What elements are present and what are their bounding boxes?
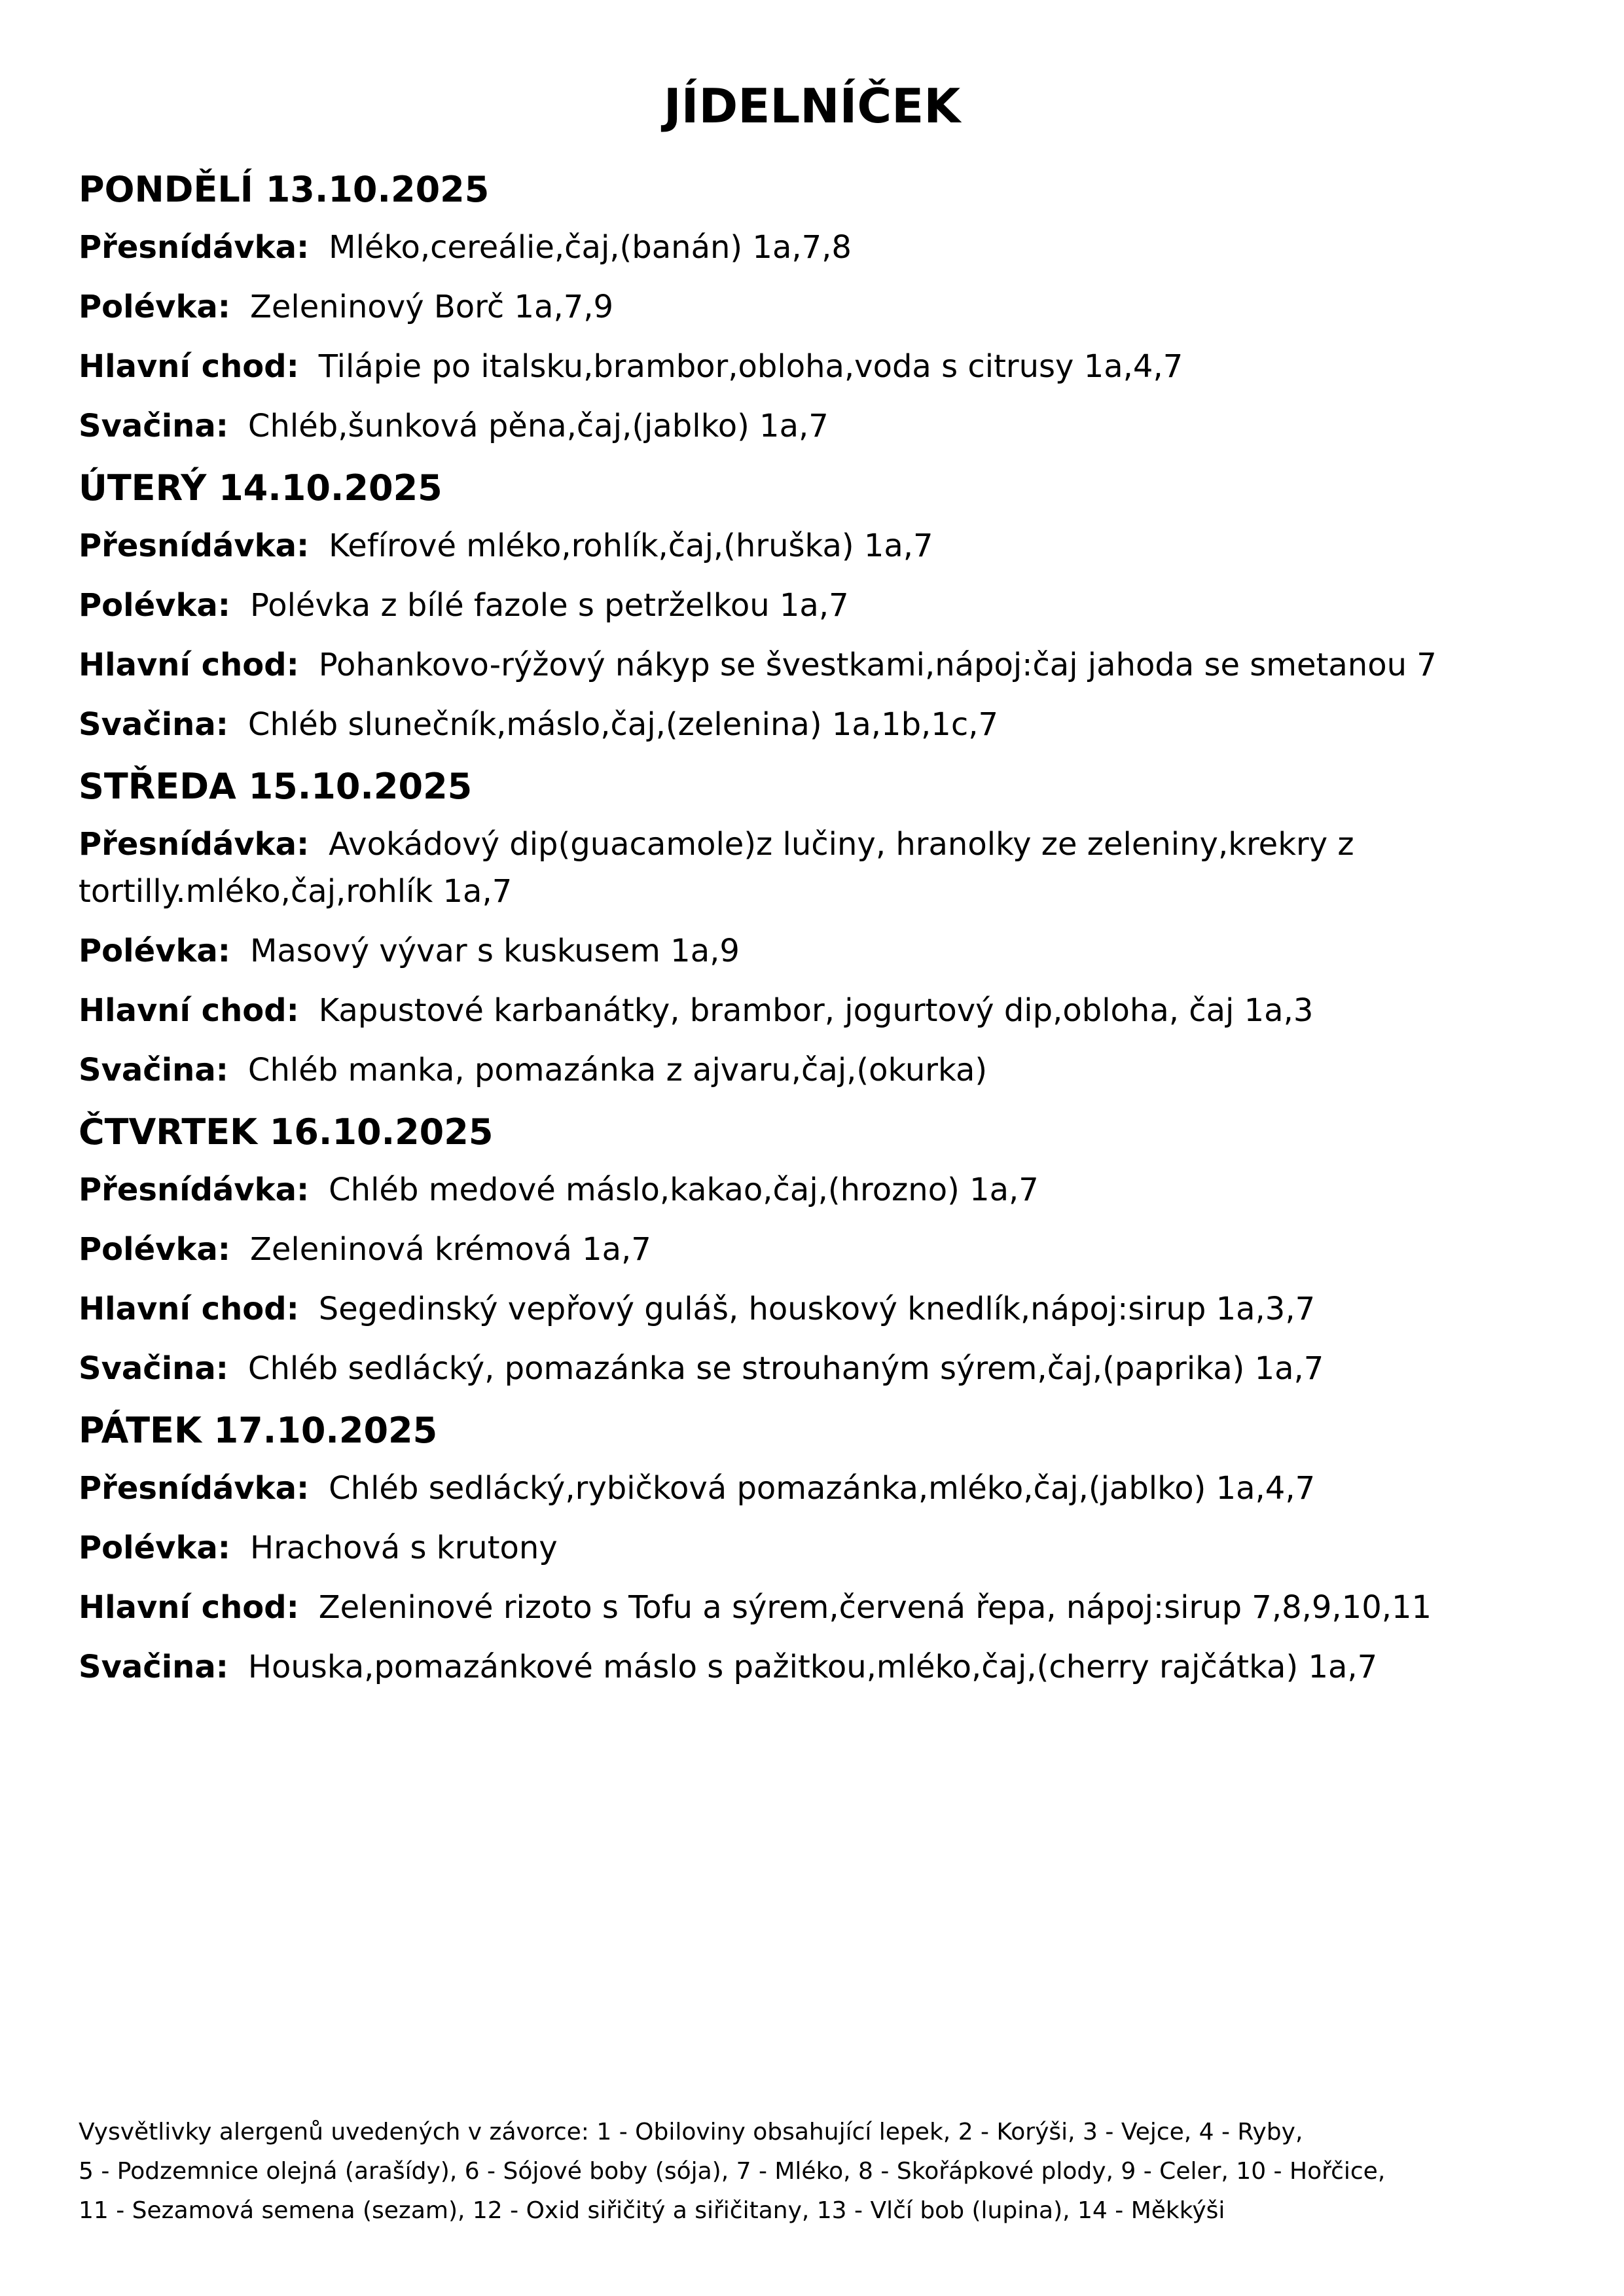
meal-snack-morning bbox=[79, 522, 1558, 569]
meal-soup bbox=[79, 283, 1558, 331]
meal-text: Zeleninový Borč 1a,7,9 bbox=[249, 289, 614, 325]
meal-text: Chléb manka, pomazánka z ajvaru,čaj,(okurka) bbox=[247, 1052, 988, 1088]
meal-text: Zeleninové rizoto s Tofu a sýrem,červená řepa, nápoj:sirup 7,8,9,10,11 bbox=[318, 1589, 1432, 1626]
meal-text: Chléb medové máslo,kakao,čaj,(hrozno) 1a,7 bbox=[329, 1172, 1039, 1208]
day-heading: ÚTERÝ 14.10.2025 bbox=[79, 467, 442, 509]
meal-snack-afternoon bbox=[79, 1047, 1558, 1094]
allergen-legend-line: Vysvětlivky alergenů uvedených v závorce: 1 - Obiloviny obsahující lepek, 2 - Korýši, 3 - Vejce, 4 - Ryby, bbox=[79, 2119, 1303, 2145]
day-thursday bbox=[79, 1106, 1558, 1392]
allergen-legend-line: 5 - Podzemnice olejná (arašídy), 6 - Sójové boby (sója), 7 - Mléko, 8 - Skořápkové plody, 9 - Celer, 10 - Hořčice, bbox=[79, 2158, 1386, 2185]
meal-label: Přesnídávka: bbox=[79, 528, 310, 564]
day-heading: ČTVRTEK 16.10.2025 bbox=[79, 1111, 494, 1153]
meal-label: Hlavní chod: bbox=[79, 647, 299, 683]
meal-soup bbox=[79, 582, 1558, 629]
meal-snack-morning bbox=[79, 1465, 1558, 1512]
meal-text: Chléb,šunková pěna,čaj,(jablko) 1a,7 bbox=[247, 408, 829, 444]
meal-snack-afternoon bbox=[79, 1345, 1558, 1392]
meal-text: Avokádový dip(guacamole)z lučiny, hranolky ze zeleniny,krekry z tortilly.mléko,čaj,rohlík 1a,7 bbox=[79, 826, 1354, 910]
meal-main-course bbox=[79, 343, 1558, 390]
meal-text: Chléb sedlácký, pomazánka se strouhaným sýrem,čaj,(paprika) 1a,7 bbox=[247, 1350, 1324, 1387]
meal-snack-afternoon bbox=[79, 403, 1558, 450]
allergen-legend bbox=[79, 2113, 1558, 2231]
meal-main-course bbox=[79, 1584, 1558, 1631]
meal-snack-morning bbox=[79, 1166, 1558, 1213]
meal-label: Polévka: bbox=[79, 289, 230, 325]
meal-text: Masový vývar s kuskusem 1a,9 bbox=[249, 933, 740, 969]
meal-text: Mléko,cereálie,čaj,(banán) 1a,7,8 bbox=[329, 229, 852, 266]
meal-main-course bbox=[79, 1285, 1558, 1333]
day-heading: PONDĚLÍ 13.10.2025 bbox=[79, 169, 490, 210]
meal-main-course bbox=[79, 641, 1558, 689]
allergen-legend-line: 11 - Sezamová semena (sezam), 12 - Oxid siřičitý a siřičitany, 13 - Vlčí bob (lupina), 14 - Měkkýši bbox=[79, 2197, 1225, 2224]
meal-label: Polévka: bbox=[79, 1231, 230, 1268]
meal-label: Polévka: bbox=[79, 1530, 230, 1566]
day-heading: STŘEDA 15.10.2025 bbox=[79, 766, 473, 807]
meal-label: Svačina: bbox=[79, 1649, 228, 1685]
meal-text: Polévka z bílé fazole s petrželkou 1a,7 bbox=[249, 587, 849, 624]
day-tuesday bbox=[79, 462, 1558, 748]
meal-label: Hlavní chod: bbox=[79, 348, 299, 385]
meal-snack-afternoon bbox=[79, 701, 1558, 748]
day-wednesday bbox=[79, 761, 1558, 1094]
meal-text: Zeleninová krémová 1a,7 bbox=[249, 1231, 651, 1268]
meal-soup bbox=[79, 1226, 1558, 1273]
meal-label: Svačina: bbox=[79, 706, 228, 743]
meal-snack-morning bbox=[79, 224, 1558, 271]
meal-label: Hlavní chod: bbox=[79, 1589, 299, 1626]
days-list bbox=[79, 164, 1558, 1703]
meal-text: Houska,pomazánkové máslo s pažitkou,mléko,čaj,(cherry rajčátka) 1a,7 bbox=[247, 1649, 1378, 1685]
meal-label: Hlavní chod: bbox=[79, 1291, 299, 1327]
meal-label: Svačina: bbox=[79, 1052, 228, 1088]
meal-label: Polévka: bbox=[79, 587, 230, 624]
meal-soup bbox=[79, 1524, 1558, 1571]
day-friday bbox=[79, 1405, 1558, 1691]
meal-label: Přesnídávka: bbox=[79, 1172, 310, 1208]
meal-soup bbox=[79, 927, 1558, 975]
meal-text: Pohankovo-rýžový nákyp se švestkami,nápoj:čaj jahoda se smetanou 7 bbox=[318, 647, 1437, 683]
meal-text: Tilápie po italsku,brambor,obloha,voda s citrusy 1a,4,7 bbox=[318, 348, 1183, 385]
meal-snack-afternoon bbox=[79, 1643, 1558, 1691]
meal-label: Svačina: bbox=[79, 1350, 228, 1387]
meal-text: Chléb sedlácký,rybičková pomazánka,mléko,čaj,(jablko) 1a,4,7 bbox=[329, 1470, 1316, 1507]
meal-text: Kefírové mléko,rohlík,čaj,(hruška) 1a,7 bbox=[329, 528, 933, 564]
meal-label: Polévka: bbox=[79, 933, 230, 969]
meal-text: Segedinský vepřový guláš, houskový knedlík,nápoj:sirup 1a,3,7 bbox=[318, 1291, 1316, 1327]
meal-label: Přesnídávka: bbox=[79, 1470, 310, 1507]
meal-label: Přesnídávka: bbox=[79, 826, 310, 863]
meal-label: Svačina: bbox=[79, 408, 228, 444]
meal-text: Kapustové karbanátky, brambor, jogurtový dip,obloha, čaj 1a,3 bbox=[318, 992, 1314, 1029]
meal-main-course bbox=[79, 987, 1558, 1034]
meal-text: Hrachová s krutony bbox=[249, 1530, 558, 1566]
page-title: JÍDELNÍČEK bbox=[663, 79, 961, 134]
meal-label: Hlavní chod: bbox=[79, 992, 299, 1029]
day-heading: PÁTEK 17.10.2025 bbox=[79, 1410, 438, 1451]
meal-text: Chléb slunečník,máslo,čaj,(zelenina) 1a,1b,1c,7 bbox=[247, 706, 999, 743]
meal-snack-morning bbox=[79, 821, 1558, 915]
meal-label: Přesnídávka: bbox=[79, 229, 310, 266]
day-monday bbox=[79, 164, 1558, 450]
